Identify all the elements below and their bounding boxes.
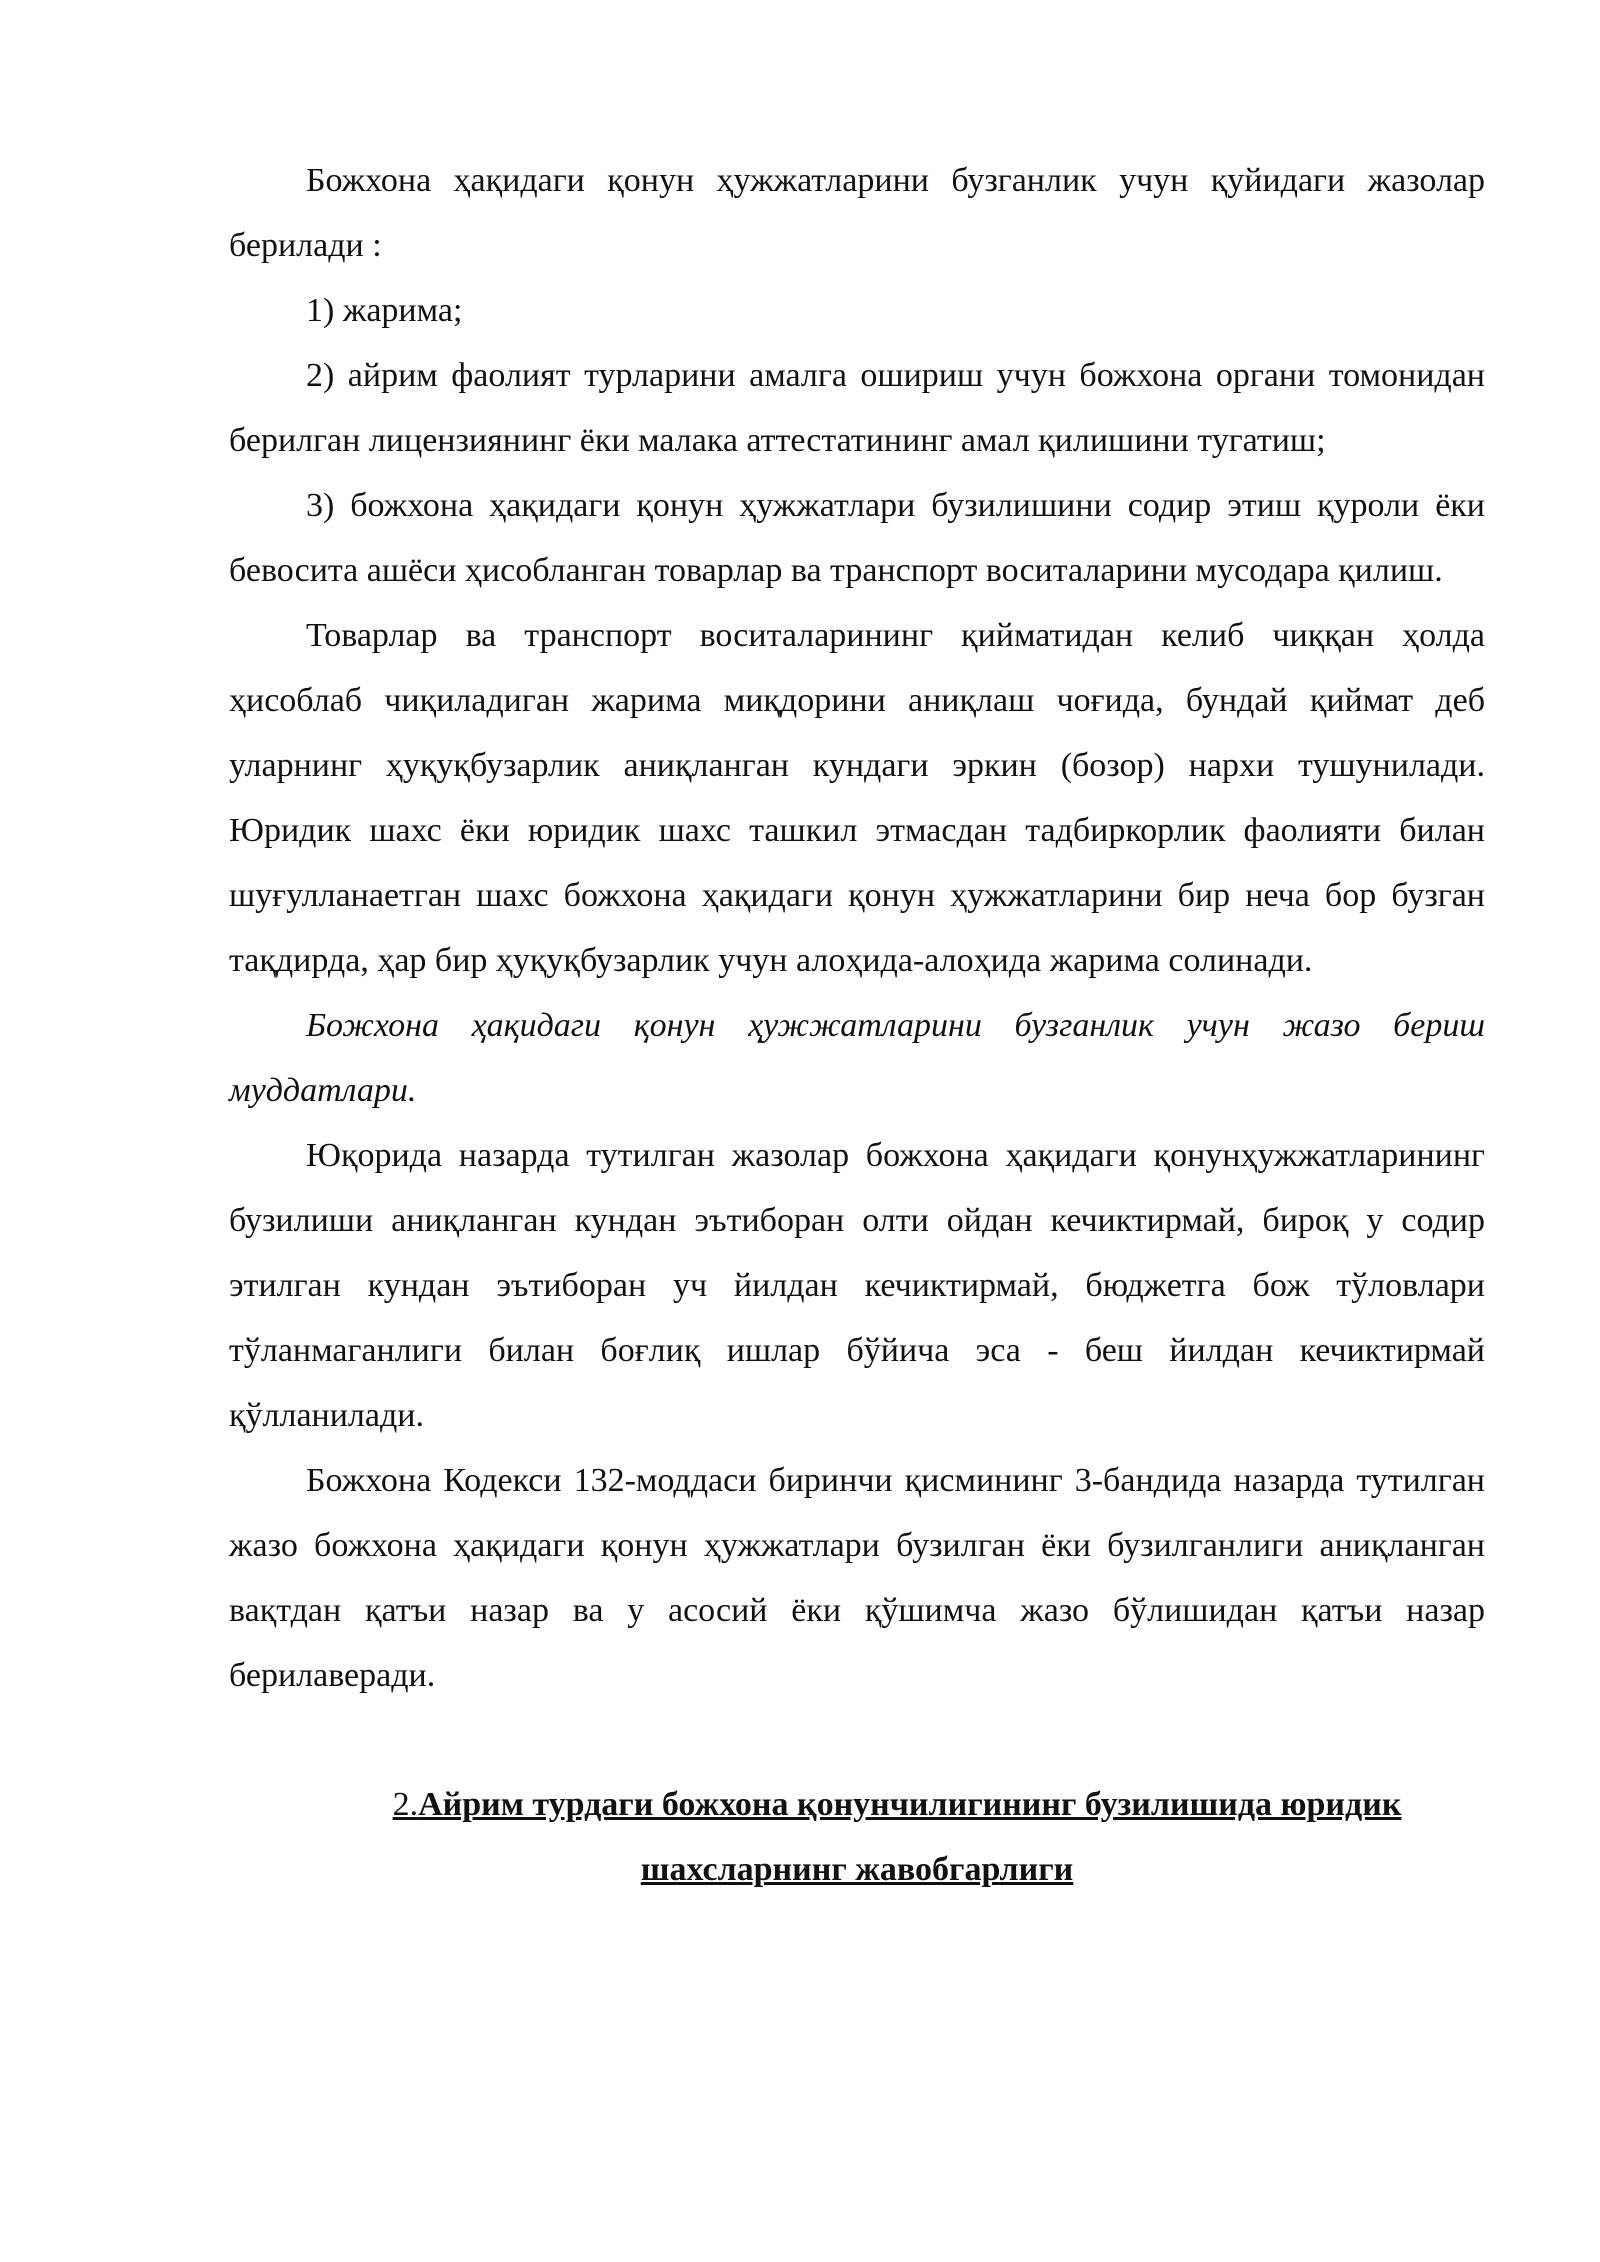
section-heading-line-1 [229,1772,1485,1837]
paragraph-italic-terms-heading: Божхона ҳақидаги қонун ҳужжатларини бузганлик учун жазо бериш муддатлари. [229,1007,1485,1109]
paragraph-goods-value: Товарлар ва транспорт воситаларининг қийматидан келиб чиққан ҳолда ҳисоблаб чиқиладиган жарима миқдорини аниқлаш чоғида, бундай қиймат деб уларнинг ҳуқуқбузарлик аниқланган кундаги эркин (бозор) нархи тушунилади. Юридик шахс ёки юридик шахс ташкил этмасдан тадбиркорлик фаолияти билан шуғулланаетган шахс божхона ҳақидаги қонун ҳужжатларини бир неча бор бузган тақдирда, ҳар бир ҳуқуқбузарлик учун алоҳида-алоҳида жарима солинади. [229,617,1485,979]
document-body [229,148,1485,1902]
section-heading-line-2 [229,1837,1485,1902]
section-heading [229,1772,1485,1902]
list-item-confiscation: 3) божхона ҳақидаги қонун ҳужжатлари бузилишини содир этиш қуроли ёки бевосита ашёси ҳисобланган товарлар ва транспорт воситаларини мусодара қилиш. [229,487,1485,589]
section-title-line-1: Айрим турдаги божхона қонунчилигининг бузилишида юридик [418,1786,1402,1823]
section-title-line-2: шахсларнинг жавобгарлиги [640,1851,1074,1888]
paragraph-terms: Юқорида назарда тутилган жазолар божхона ҳақидаги қонунҳужжатларининг бузилиши аниқланган кундан эътиборан олти ойдан кечиктирмай, бироқ у содир этилган кундан эътиборан уч йилдан кечиктирмай, бюджетга бож тўловлари тўланмаганлиги билан боғлиқ ишлар бўйича эса - беш йилдан кечиктирмай қўлланилади. [229,1137,1485,1434]
section-number: 2. [392,1786,419,1823]
paragraph-code-article: Божхона Кодекси 132-моддаси биринчи қисмининг 3-бандида назарда тутилган жазо божхона ҳақидаги қонун ҳужжатлари бузилган ёки бузилганлиги аниқланган вақтдан қатъи назар ва у асосий ёки қўшимча жазо бўлишидан қатъи назар берилаверади. [229,1462,1485,1694]
paragraph-penalties-intro: Божхона ҳақидаги қонун ҳужжатларини бузганлик учун қуйидаги жазолар берилади : [229,162,1485,264]
list-item-license-termination: 2) айрим фаолият турларини амалга ошириш учун божхона органи томонидан берилган лицензиянинг ёки малака аттестатининг амал қилишини тугатиш; [229,357,1485,459]
list-item-fine: 1) жарима; [306,292,463,329]
